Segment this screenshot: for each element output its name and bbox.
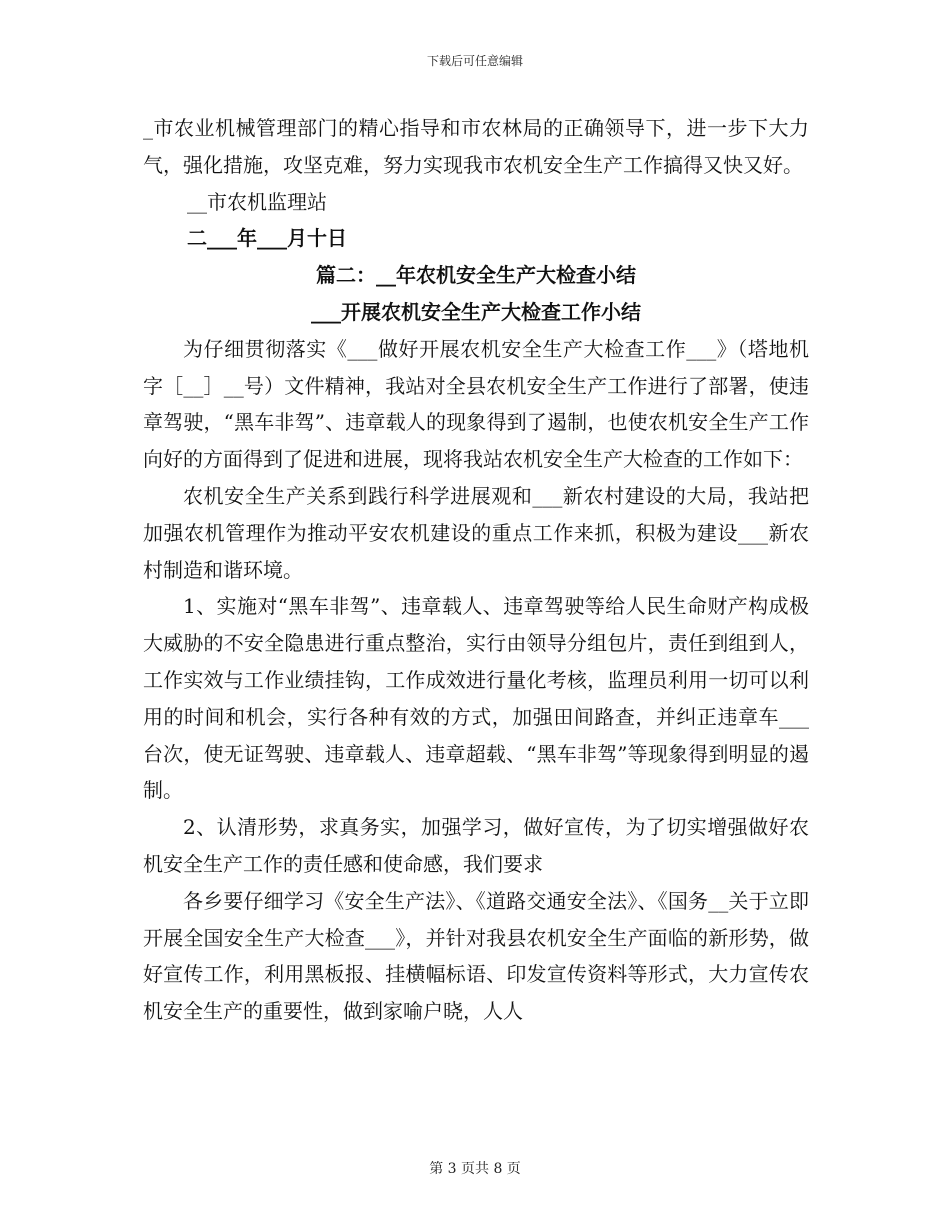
paragraph-overview: 农机安全生产关系到践行科学进展观和___新农村建设的大局，我站把加强农机管理作为推动平安农机建设的重点工作来抓，积极为建设___新农村制造和谐环境。: [143, 483, 809, 582]
section-subtitle: ___开展农机安全生产大检查工作小结: [311, 299, 641, 324]
signature-line: __市农机监理站: [187, 189, 327, 214]
document-body: [143, 110, 809, 1030]
section-title: 篇二：__年农机安全生产大检查小结: [316, 263, 636, 288]
paragraph-item-2: 2、认清形势，求真务实，加强学习，做好宣传，为了切实增强做好农机安全生产工作的责任感和使命感，我们要求: [143, 815, 809, 876]
date-line: 二___年___月十日: [187, 226, 347, 251]
paragraph-continuation: _市农业机械管理部门的精心指导和市农林局的正确领导下，进一步下大力气，强化措施，攻坚克难，努力实现我市农机安全生产工作搞得又快又好。: [143, 116, 809, 177]
paragraph-intro: 为仔细贯彻落实《___做好开展农机安全生产大检查工作___》（塔地机字［__］__号）文件精神，我站对全县农机安全生产工作进行了部署，使违章驾驶，“黑车非驾”、违章载人的现象得到了遏制，也使农机安全生产工作向好的方面得到了促进和进展，现将我站农机安全生产大检查的工作如下：: [143, 336, 809, 472]
page-footer: 第 3 页共 8 页: [429, 1161, 521, 1177]
page-header: 下载后可任意编辑: [426, 54, 523, 68]
paragraph-item-1: 1、实施对“黑车非驾”、违章载人、违章驾驶等给人民生命财产构成极大威胁的不安全隐患进行重点整治，实行由领导分组包片，责任到组到人，工作实效与工作业绩挂钩，工作成效进行量化考核，监理员利用一切可以利用的时间和机会，实行各种有效的方式，加强田间路查，并纠正违章车___台次，使无证驾驶、违章载人、违章超载、“黑车非驾”等现象得到明显的遏制。: [143, 594, 809, 803]
paragraph-item-2-cont: 各乡要仔细学习《安全生产法》、《道路交通安全法》、《国务__关于立即开展全国安全生产大检查___》，并针对我县农机安全生产面临的新形势，做好宣传工作，利用黑板报、挂横幅标语、印发宣传资料等形式，大力宣传农机安全生产的重要性，做到家喻户晓，人人: [143, 888, 809, 1024]
